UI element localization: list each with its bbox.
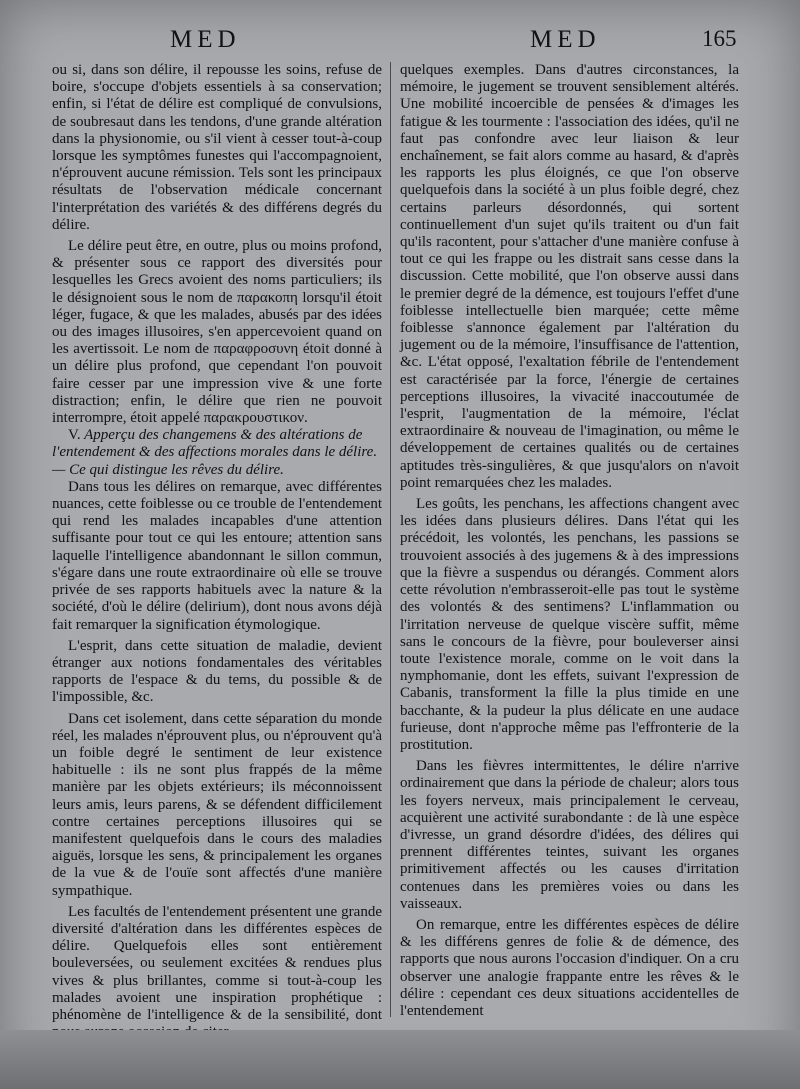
paragraph: ou si, dans son délire, il repousse les soins, refuse de boire, s'occupe d'objets essentiels à sa conservation; enfin, si l'état de délire est compliqué de convulsions, de soubresaut dans les tendons, d'une grande altération dans la physionomie, ou s'il vient à cesser tout-à-coup lorsque les symptômes funestes qui l'accompagnoient, n'éprouvent aucune rémission. Tels sont les principaux résultats de l'observation médicale concernant l'interprétation des variétés & des différens degrés du délire.: [52, 62, 382, 233]
section-number: V.: [68, 427, 81, 444]
section-heading: [52, 427, 382, 479]
paragraph: Dans tous les délires on remarque, avec différentes nuances, cette foiblesse ou ce trouble de l'entendement qui rend les malades incapables d'une attention suffisante pour tout ce qui les entoure; attention sans laquelle l'intelligence abandonnant le sillon commun, s'égare dans une route extraordinaire où elle se trouve privée de ses rapports habituels avec la nature & la société, d'où le délire (delirium), dont nous avons déjà fait remarquer la signification étymologique.: [52, 478, 382, 633]
paragraph: quelques exemples. Dans d'autres circonstances, la mémoire, le jugement se trouvent sensiblement altérés. Une mobilité incoercible de pensées & d'images les fatigue & les tourmente : l'association des idées, qu'il ne faut pas confondre avec leur liaison & leur enchaînement, se fait alors comme au hasard, & d'après les rapports les plus éloignés, ce que l'on observe quelquefois dans la société à un plus foible degré, chez certains parleurs désordonnés, qui sortent continuellement d'un sujet qu'ils traitent ou d'un fait qu'ils racontent, pour s'attacher d'une manière confuse à tout ce qui les frappe ou les distrait sans cesse dans la discussion. Cette mobilité, que l'on observe aussi dans le premier degré de la démence, est toujours l'effet d'une foiblesse intellectuelle bien marquée; cette même foiblesse s'annonce également par l'altération du jugement ou de la mémoire, l'insuffisance de l'attention, &c. L'état opposé, l'exaltation fébrile de l'entendement est caractérisée par la force, l'énergie de certaines perceptions illusoires, la vivacité inaccoutumée de l'esprit, l'augmentation de la mémoire, l'éclat extraordinaire & nouveau de l'imagination, ou même le développement de certaines qualités ou de certaines aptitudes très-singulières, & que jusqu'alors on n'avoit point remarquées chez les malades.: [400, 62, 739, 491]
paragraph: Le délire peut être, en outre, plus ou moins profond, & présenter sous ce rapport des diversités pour lesquelles les Grecs avoient des noms particuliers; ils le désignoient sous le nom de παρακοπη lorsqu'il étoit léger, fugace, & que les malades, abusés par des idées ou des images illusoires, s'en appercevoient quand on les avertissoit. Le nom de παραφροσυνη étoit donné à un délire plus profond, que cependant l'on pouvoit faire cesser par une impression vive & une forte distraction; enfin, le délire que rien ne pouvoit interrompre, étoit appelé παρακρουστικον.: [52, 238, 382, 427]
page-number: 165: [702, 26, 737, 51]
page-bottom-edge: [0, 1030, 800, 1089]
running-head-right: MED: [530, 26, 601, 53]
running-head: [0, 26, 800, 54]
paragraph: Dans les fièvres intermittentes, le délire n'arrive ordinairement que dans la période de chaleur; alors tous les foyers nerveux, mais principalement le cerveau, acquièrent une activité surabondante : de là une espèce d'ivresse, un grand désordre d'idées, des délires qui prennent différentes teintes, suivant les organes primitivement affectés ou les causes d'irritation contenues dans les premières voies ou dans les vaisseaux.: [400, 758, 739, 912]
left-column: [52, 62, 382, 1041]
section-title: Apperçu des changemens & des altérations de l'entendement & des affections morales dans le délire. — Ce qui distingue les rêves du délire.: [52, 427, 378, 478]
paragraph: Les facultés de l'entendement présentent une grande diversité d'altération dans les différentes espèces de délire. Quelquefois elles sont entièrement bouleversées, ou seulement excitées & rendues plus vives & plus brillantes, comme si tout-à-coup les malades avoient une inspiration prophétique : phénomène de l'intelligence & de la sensibilité, dont: [52, 903, 382, 1023]
running-head-left: MED: [170, 26, 241, 53]
paragraph: Dans cet isolement, dans cette séparation du monde réel, les malades n'éprouvent plus, ou n'éprouvent qu'à un foible degré le sentiment de leur existence habituelle : ils ne sont plus frappés de la même manière par les objets extérieurs; ils méconnoissent leurs amis, leurs parens, & se défendent difficilement contre certaines perceptions illusoires qui se manifestent quelquefois dans le cours des maladies aiguës, lorsque les sens, & principalement les organes de la vue & de l'ouïe sont affectés d'une manière sympathique.: [52, 710, 382, 899]
paragraph: L'esprit, dans cette situation de maladie, devient étranger aux notions fondamentales des véritables rapports de l'espace & du tems, du possible & de l'impossible, &c.: [52, 637, 382, 706]
right-column: [400, 62, 739, 1020]
paragraph: Les goûts, les penchans, les affections changent avec les idées dans plusieurs délires. Dans l'état qui les précédoit, les volontés, les penchans, les passions se trouvoient associés à des jugemens & à des impressions que la fièvre a suspendus ou dérangés. Comment alors cette révolution n'embrasseroit-elle pas tout le système des volontés & des sentimens? L'inflammation ou l'irritation nerveuse de quelque viscère suffit, même sans le concours de la fièvre, pour bouleverser ainsi toute l'existence morale, comme on le voit dans la nymphomanie, dont les effets, suivant l'expression de Cabanis, transforment la fille la plus timide en une bacchante, & la pudeur la plus délicate en une audace furieuse, dont n'approche même pas l'effronterie de la prostitution.: [400, 496, 739, 753]
paragraph: On remarque, entre les différentes espèces de délire & les différens genres de folie & de démence, des rapports que nous aurons l'occasion d'indiquer. On a cru observer une analogie frappante entre les rêves & le délire : cependant ces deux situations accidentelles de l'entendement: [400, 916, 739, 1019]
column-divider: [390, 62, 391, 1017]
